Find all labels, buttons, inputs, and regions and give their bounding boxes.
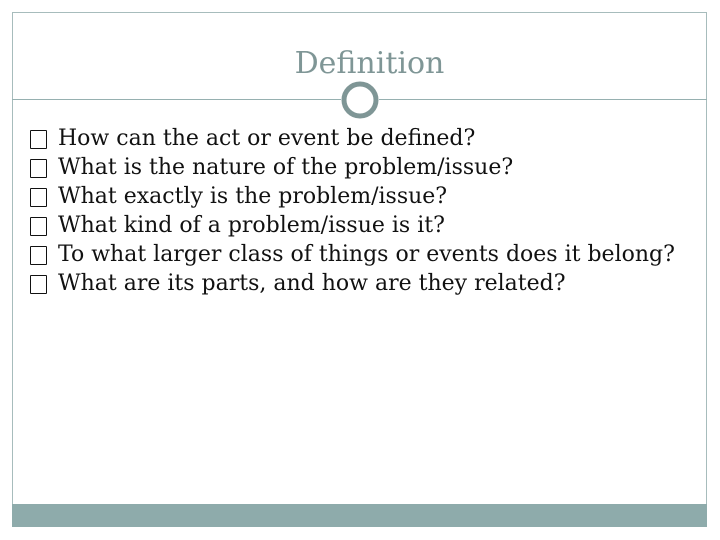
circle-emblem-icon xyxy=(340,80,380,120)
bullet-item xyxy=(30,124,690,153)
bottom-bar xyxy=(12,504,707,527)
bullet-list xyxy=(30,124,690,298)
square-bullet-icon xyxy=(30,188,47,207)
bullet-text: What is the nature of the problem/issue? xyxy=(58,155,514,180)
square-bullet-icon xyxy=(30,246,47,265)
square-bullet-icon xyxy=(30,130,47,149)
bullet-text: What kind of a problem/issue is it? xyxy=(58,213,445,238)
bullet-item xyxy=(30,182,690,211)
divider-right xyxy=(379,99,707,100)
slide-title: Definition xyxy=(294,46,445,81)
bullet-item xyxy=(30,240,690,269)
square-bullet-icon xyxy=(30,275,47,294)
bullet-item xyxy=(30,269,690,298)
bullet-text: To what larger class of things or events does it belong? xyxy=(58,242,675,267)
square-bullet-icon xyxy=(30,159,47,178)
square-bullet-icon xyxy=(30,217,47,236)
bullet-text: What exactly is the problem/issue? xyxy=(58,184,448,209)
bullet-item xyxy=(30,153,690,182)
bullet-text: What are its parts, and how are they related? xyxy=(58,271,566,296)
divider-left xyxy=(12,99,341,100)
bullet-text: How can the act or event be defined? xyxy=(58,126,476,151)
bullet-item xyxy=(30,211,690,240)
